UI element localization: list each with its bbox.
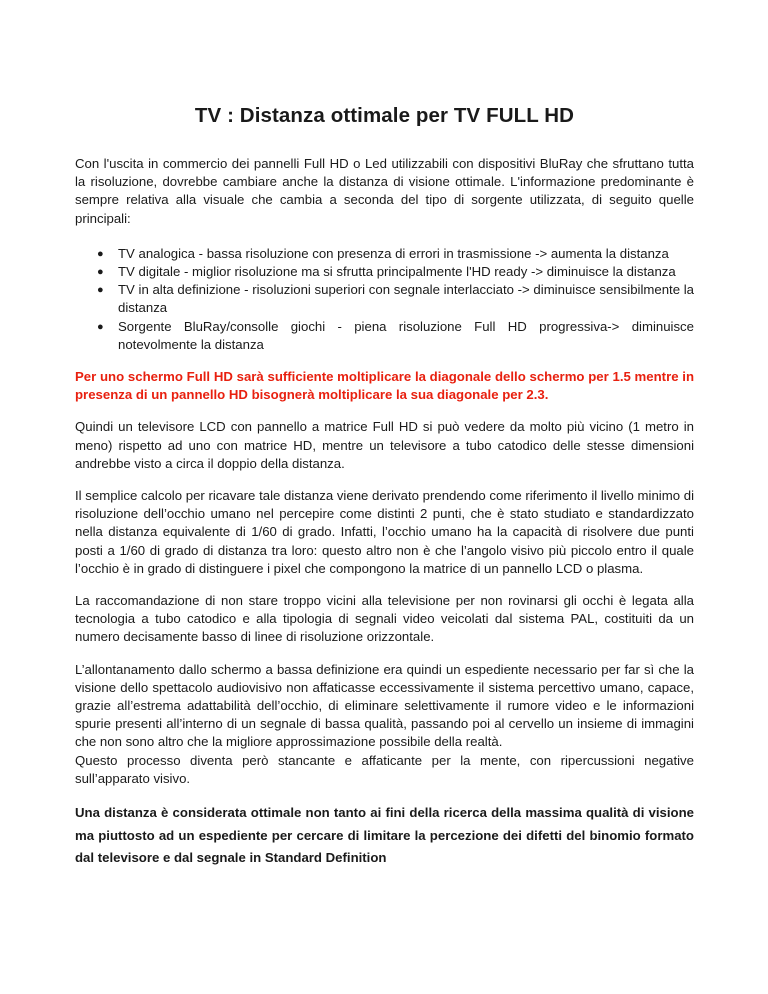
body-paragraph-2: Il semplice calcolo per ricavare tale distanza viene derivato prendendo come riferimento il livello minimo di risoluzione dell’occhio umano nel percepire come distinti 2 punti, che è stato studiato e standardizzato nella distanza equivalente di 1/60 di grado. Infatti, l’occhio umano ha la capacità di risolvere due punti posti a 1/60 di grado di distanza tra loro: questo altro non è che l’angolo visivo più piccolo entro il quale l’occhio è in grado di distinguere i pixel che compongono la matrice di un pannello LCD o plasma. [75,488,694,576]
list-item [75,263,694,281]
bullet-icon: ● [97,284,104,297]
list-item-text: TV analogica - bassa risoluzione con presenza di errori in trasmissione -> aumenta la distanza [118,245,669,261]
list-item [75,318,694,354]
list-item-text: TV digitale - miglior risoluzione ma si sfrutta principalmente l'HD ready -> diminuisce la distanza [118,264,676,280]
list-item-text: TV in alta definizione - risoluzioni superiori con segnale interlacciato -> diminuisce sensibilmente la distanza [118,282,694,316]
body-paragraph-4: L’allontanamento dallo schermo a bassa definizione era quindi un espediente necessario per far sì che la visione dello spettacolo audiovisivo non affaticasse eccessivamente il sistema percettivo umano, capace, grazie all’estrema adattabilità dell’occhio, di eliminare selettivamente il rumore video e le informazioni spurie presenti all’interno di un segnale di bassa qualità, passando poi al cervello un insieme di immagini che non sono altro che la migliore approssimazione possibile della realtà. [75,661,694,750]
list-item [75,281,694,317]
source-list [75,245,694,354]
list-item [75,245,694,263]
list-item-text: Sorgente BluRay/consolle giochi - piena risoluzione Full HD progressiva-> diminuisce notevolmente la distanza [118,318,694,352]
conclusion-paragraph: Una distanza è considerata ottimale non tanto ai fini della ricerca della massima qualità di visione ma piuttosto ad un espediente per cercare di limitare la percezione dei difetti del binomio formato dal televisore e dal segnale in Standard Definition [75,805,694,866]
bullet-icon: ● [97,320,104,333]
bullet-icon: ● [97,247,104,260]
body-paragraph-1: Quindi un televisore LCD con pannello a matrice Full HD si può vedere da molto più vicino (1 metro in meno) rispetto ad uno con matrice HD, mentre un televisore a tubo catodico delle stesse dimensioni andrebbe visto a circa il doppio della distanza. [75,419,694,471]
page-title: TV : Distanza ottimale per TV FULL HD [194,104,575,127]
document-page [75,104,694,870]
bullet-icon: ● [97,266,104,279]
body-paragraph-3: La raccomandazione di non stare troppo vicini alla televisione per non rovinarsi gli occhi è legata alla tecnologia a tubo catodico e alla tipologia di segnali video veicolati dal sistema PAL, costituiti da un numero decisamente basso di linee di risoluzione orizzontale. [75,593,694,645]
highlight-paragraph: Per uno schermo Full HD sarà sufficiente moltiplicare la diagonale dello schermo per 1.5 mentre in presenza di un pannello HD bisognerà moltiplicare la sua diagonale per 2.3. [75,369,694,403]
intro-paragraph: Con l'uscita in commercio dei pannelli Full HD o Led utilizzabili con dispositivi BluRay che sfruttano tutta la risoluzione, dovrebbe cambiare anche la distanza di visione ottimale. L'informazione predominante è sempre relativa alla visuale che cambia a seconda del tipo di sorgente utilizzata, di seguito quelle principali: [75,156,694,226]
body-paragraph-5: Questo processo diventa però stancante e affaticante per la mente, con ripercussioni negative sull’apparato visivo. [75,752,694,786]
